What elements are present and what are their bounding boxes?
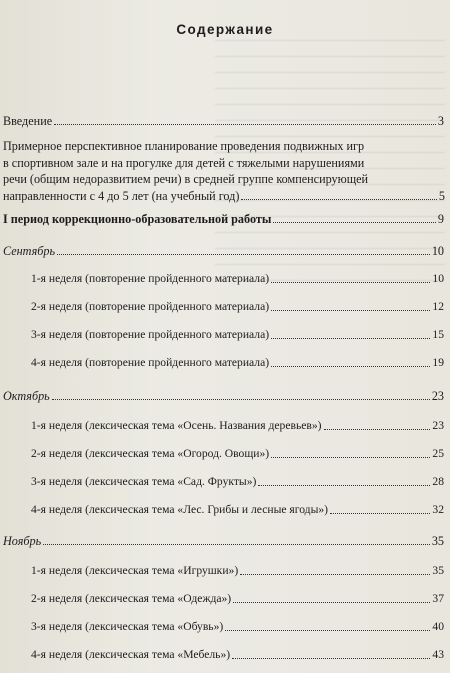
toc-entry-page: 40	[432, 620, 444, 633]
toc-entry-page: 25	[432, 447, 444, 460]
leader-dots	[271, 309, 430, 311]
toc-entry-page: 10	[432, 272, 444, 285]
toc-entry-label: Сентябрь	[3, 244, 56, 258]
toc-entry-line: направленности с 4 до 5 лет (на учебный год)	[3, 188, 240, 203]
toc-entry-week	[31, 356, 444, 370]
toc-entry-week	[31, 592, 444, 606]
toc-entry-page: 28	[432, 475, 444, 488]
toc-entry-label: I период коррекционно-образовательной работы	[3, 212, 272, 226]
toc-entry-page: 35	[432, 564, 444, 577]
leader-dots	[271, 365, 430, 367]
toc-entry-page: 10	[431, 244, 444, 258]
toc-entry-label: 1-я неделя (лексическая тема «Игрушки»)	[31, 564, 239, 577]
toc-entry-week	[31, 300, 444, 314]
toc-entry-week	[31, 328, 444, 342]
toc-entry-line: речи (общим недоразвитием речи) в средней группе компенсирующей	[3, 172, 369, 186]
toc-entry-week	[31, 648, 444, 662]
leader-dots	[271, 337, 430, 339]
leader-dots	[225, 629, 430, 631]
toc-entry-planning	[3, 138, 445, 204]
toc-entry-page: 23	[431, 389, 444, 403]
toc-entry-label: 4-я неделя (лексическая тема «Мебель»)	[31, 648, 231, 661]
toc-entry-label: 1-я неделя (лексическая тема «Осень. Названия деревьев»)	[31, 419, 322, 432]
toc-entry-page: 9	[437, 212, 444, 226]
toc-entry-last-line	[3, 188, 445, 205]
toc-entry-introduction	[3, 114, 444, 128]
toc-entry-line: в спортивном зале и на прогулке для детей с тяжелыми нарушениями	[3, 155, 365, 170]
page-title: Содержание	[176, 22, 274, 37]
leader-dots	[57, 253, 430, 255]
leader-dots	[330, 512, 430, 514]
toc-entry-page: 5	[438, 188, 445, 203]
leader-dots	[271, 281, 430, 283]
toc-entry-label: 3-я неделя (лексическая тема «Обувь»)	[31, 620, 224, 633]
toc-entry-label: 1-я неделя (повторение пройденного материала)	[31, 272, 270, 285]
leader-dots	[324, 428, 431, 430]
toc-entry-page: 35	[431, 534, 444, 548]
toc-entry-label: 2-я неделя (лексическая тема «Огород. Овощи»)	[31, 447, 270, 460]
toc-entry-label: 2-я неделя (лексическая тема «Одежда»)	[31, 592, 232, 605]
toc-entry-page: 32	[432, 503, 444, 516]
toc-entry-period-1	[3, 212, 444, 226]
toc-entry-label: 4-я неделя (повторение пройденного материала)	[31, 356, 270, 369]
toc-entry-label: Ноябрь	[3, 534, 42, 548]
toc-entry-page: 19	[432, 356, 444, 369]
toc-entry-label: Введение	[3, 114, 53, 128]
toc-entry-label: 3-я неделя (повторение пройденного материала)	[31, 328, 270, 341]
leader-dots	[43, 543, 430, 545]
toc-entry-week	[31, 272, 444, 286]
leader-dots	[232, 657, 430, 659]
toc-entry-november	[3, 534, 444, 548]
toc-entry-week	[31, 503, 444, 517]
toc-entry-line: Примерное перспективное планирование проведения подвижных игр	[3, 139, 365, 153]
toc-entry-page: 15	[432, 328, 444, 341]
toc-entry-page: 12	[432, 300, 444, 313]
toc-entry-september	[3, 244, 444, 258]
leader-dots	[241, 199, 436, 200]
toc-entry-page: 43	[432, 648, 444, 661]
toc-entry-week	[31, 419, 444, 433]
leader-dots	[258, 484, 430, 486]
leader-dots	[233, 601, 430, 603]
toc-entry-october	[3, 389, 444, 403]
toc-entry-page: 37	[432, 592, 444, 605]
leader-dots	[54, 123, 436, 125]
toc-entry-week	[31, 564, 444, 578]
leader-dots	[52, 398, 430, 400]
toc-entry-label: 4-я неделя (лексическая тема «Лес. Грибы и лесные ягоды»)	[31, 503, 329, 516]
leader-dots	[271, 456, 430, 458]
leader-dots	[273, 221, 436, 223]
toc-entry-label: 3-я неделя (лексическая тема «Сад. Фрукты»)	[31, 475, 257, 488]
toc-entry-week	[31, 620, 444, 634]
toc-entry-label: Октябрь	[3, 389, 50, 403]
toc-entry-week	[31, 447, 444, 461]
toc-entry-page: 3	[437, 114, 444, 128]
leader-dots	[240, 573, 430, 575]
toc-entry-label: 2-я неделя (повторение пройденного материала)	[31, 300, 270, 313]
toc-entry-week	[31, 475, 444, 489]
toc-entry-page: 23	[432, 419, 444, 432]
